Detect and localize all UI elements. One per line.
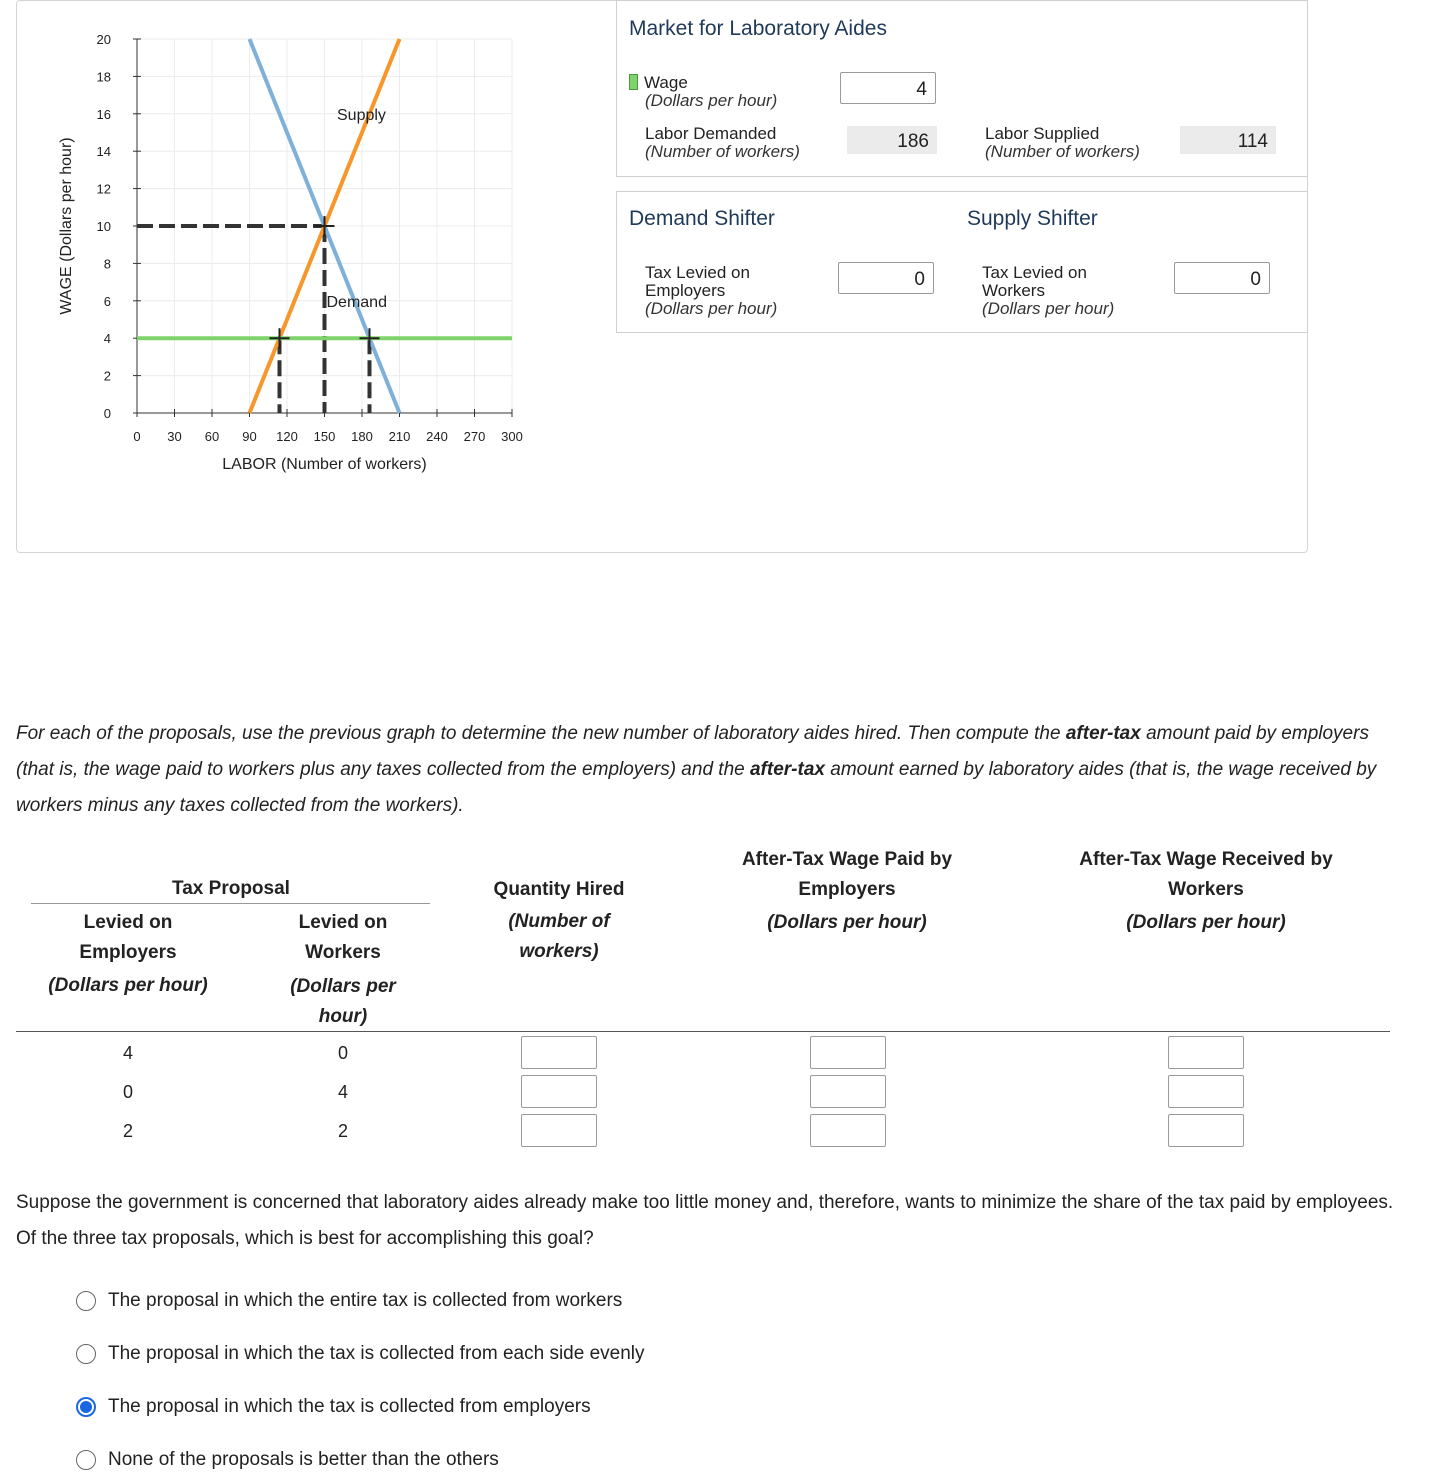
y-tick-label: 16 — [96, 106, 111, 122]
quantity-hired-header: Quantity Hired (Number of workers) — [493, 879, 625, 962]
employers-tax-cell: 2 — [122, 1121, 133, 1141]
demand-curve-label: Demand — [326, 293, 387, 311]
radio-icon[interactable] — [76, 1450, 96, 1470]
worker-tax-label: Tax Levied on Workers (Dollars per hour) — [982, 263, 1115, 318]
supply-shifter-title: Supply Shifter — [967, 207, 1098, 230]
x-tick-label: 150 — [313, 429, 336, 444]
wage-paid-input[interactable] — [810, 1075, 886, 1108]
x-tick-label: 90 — [242, 429, 257, 444]
workers-tax-cell: 0 — [337, 1043, 348, 1063]
x-tick-label: 270 — [463, 429, 486, 444]
table-divider — [16, 1031, 1390, 1032]
x-tick-label: 0 — [133, 429, 141, 444]
wage-swatch-icon — [629, 74, 638, 90]
market-title: Market for Laboratory Aides — [629, 17, 887, 40]
option-evenly[interactable]: The proposal in which the tax is collected from each side evenly — [76, 1343, 645, 1365]
radio-icon[interactable] — [76, 1344, 96, 1364]
shifter-box — [616, 191, 1308, 333]
y-tick-label: 4 — [103, 331, 111, 347]
employers-column-header: Levied on Employers (Dollars per hour) — [48, 912, 208, 996]
y-tick-label: 12 — [96, 181, 111, 197]
y-tick-label: 8 — [103, 256, 111, 272]
supply-curve-label: Supply — [337, 106, 386, 124]
employers-tax-cell: 0 — [122, 1082, 133, 1102]
workers-tax-cell: 4 — [337, 1082, 348, 1102]
quantity-hired-input[interactable] — [521, 1036, 597, 1069]
x-tick-label: 30 — [167, 429, 182, 444]
workers-tax-cell: 2 — [337, 1121, 348, 1141]
x-tick-label: 210 — [388, 429, 411, 444]
y-tick-label: 6 — [103, 293, 111, 309]
x-axis-label: LABOR (Number of workers) — [222, 456, 427, 473]
radio-selected-icon[interactable] — [76, 1397, 96, 1417]
wage-received-input[interactable] — [1168, 1114, 1244, 1147]
option-workers[interactable]: The proposal in which the entire tax is collected from workers — [76, 1290, 622, 1312]
x-tick-label: 180 — [351, 429, 373, 444]
y-tick-label: 0 — [103, 406, 111, 421]
workers-column-header: Levied on Workers (Dollars per hour) — [290, 912, 396, 1027]
tax-proposal-header: Tax Proposal — [172, 878, 290, 899]
y-tick-label: 2 — [103, 368, 111, 384]
employer-tax-label: Tax Levied on Employers (Dollars per hour) — [645, 263, 778, 318]
y-tick-label: 20 — [96, 32, 111, 47]
x-tick-label: 60 — [204, 429, 220, 444]
wage-label: Wage (Dollars per hour) — [629, 74, 777, 110]
wage-paid-input[interactable] — [810, 1036, 886, 1069]
instructions-text: For each of the proposals, use the previous graph to determine the new number of laboratory aides hired. Then compute the after-tax amount paid by employers (that is, the wage paid to workers plus any taxes collected from the employers) and the after-tax amount earned by laboratory aides (that is, the wage received by workers minus any taxes collected from the workers). — [16, 723, 1377, 816]
labor-demanded-label: Labor Demanded (Number of workers) — [645, 124, 800, 161]
y-tick-label: 14 — [96, 144, 111, 160]
labor-demanded-value: 186 — [847, 126, 937, 154]
wage-received-header: After-Tax Wage Received by Workers (Dollars per hour) — [1079, 849, 1333, 933]
labor-supplied-value: 114 — [1180, 126, 1276, 154]
radio-icon[interactable] — [76, 1291, 96, 1311]
labor-supplied-label: Labor Supplied (Number of workers) — [985, 124, 1140, 161]
wage-received-input[interactable] — [1168, 1036, 1244, 1069]
demand-shifter-title: Demand Shifter — [629, 207, 775, 230]
wage-paid-header: After-Tax Wage Paid by Employers (Dollars per hour) — [741, 849, 953, 933]
tax-proposal-underline — [31, 903, 430, 904]
worker-tax-input[interactable]: 0 — [1174, 262, 1270, 294]
x-tick-label: 120 — [276, 429, 298, 444]
labor-market-graph — [47, 21, 547, 481]
y-tick-label: 10 — [96, 219, 111, 234]
employers-tax-cell: 4 — [122, 1043, 133, 1063]
x-tick-label: 300 — [501, 429, 523, 444]
wage-received-input[interactable] — [1168, 1075, 1244, 1108]
market-box — [616, 0, 1308, 177]
wage-input[interactable]: 4 — [840, 72, 936, 104]
option-employers[interactable]: The proposal in which the tax is collected from employers — [76, 1396, 591, 1418]
y-axis-label: WAGE (Dollars per hour) — [58, 137, 75, 315]
wage-paid-input[interactable] — [810, 1114, 886, 1147]
x-tick-label: 240 — [426, 429, 448, 444]
employer-tax-input[interactable]: 0 — [838, 262, 934, 294]
y-tick-label: 18 — [96, 69, 111, 85]
quantity-hired-input[interactable] — [521, 1114, 597, 1147]
question-text: Suppose the government is concerned that laboratory aides already make too little money and, therefore, wants to minimize the share of the tax paid by employees. Of the three tax proposals, which is best for accomplishing this goal? — [16, 1192, 1394, 1249]
option-none[interactable]: None of the proposals is better than the others — [76, 1449, 499, 1471]
quantity-hired-input[interactable] — [521, 1075, 597, 1108]
